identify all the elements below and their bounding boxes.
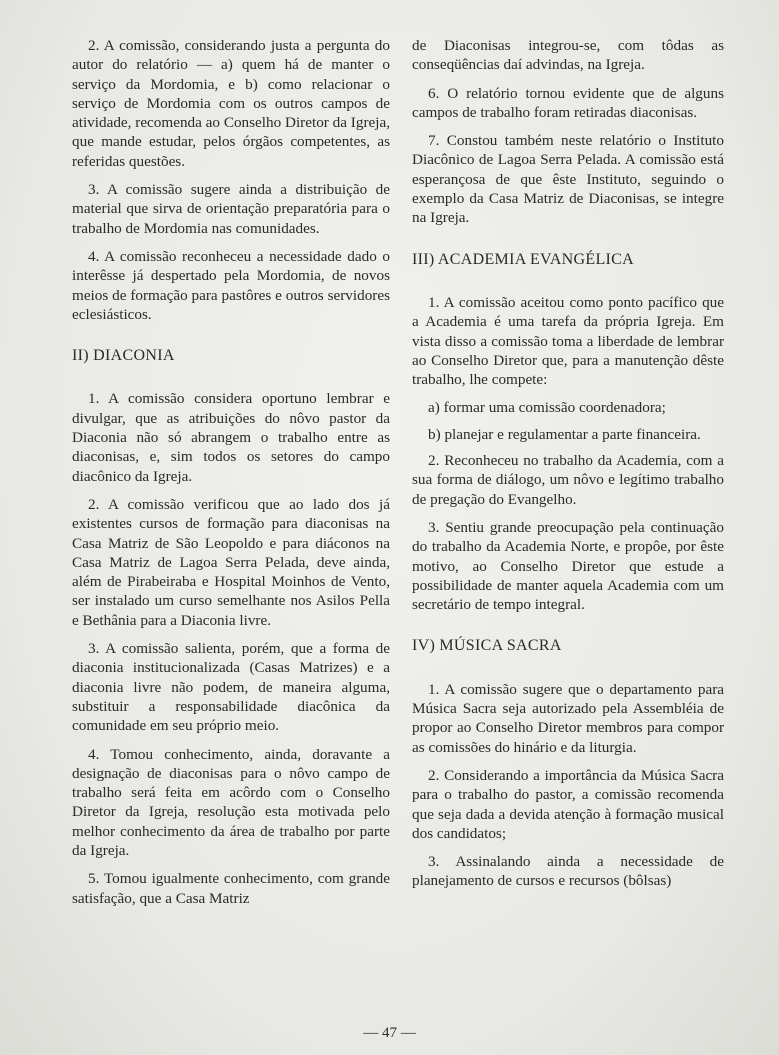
page-number: — 47 —	[363, 1025, 416, 1041]
paragraph: 1. A comissão aceitou como ponto pacífico que a Academia é uma tarefa da própria Igreja. Em vista disso a comissão toma a liberdade de lembrar ao Conselho Diretor que, para a manutenção dêste trabalho, lhe compete:	[412, 293, 724, 389]
list-item: a) formar uma comissão coordenadora;	[428, 399, 666, 417]
paragraph: 2. A comissão, considerando justa a pergunta do autor do relatório — a) quem há de manter o serviço da Mordomia, e b) como relacionar o serviço de Mordomia com os outros campos de atividade, recomenda ao Conselho Diretor da Igreja, que mande estudar, pelos órgãos competentes, as referidas questões.	[72, 37, 390, 170]
paragraph: 6. O relatório tornou evidente que de alguns campos de trabalho foram retiradas diaconisas.	[412, 84, 724, 121]
paragraph: 3. A comissão salienta, porém, que a forma de diaconia institucionalizada (Casas Matrizes) e a diaconia livre não podem, de maneira alguma, substituir a responsabilidade diacônica da comunidade em seu próprio meio.	[72, 640, 390, 735]
paragraph: 5. Tomou igualmente conhecimento, com grande satisfação, que a Casa Matriz	[72, 870, 390, 907]
paragraph: 3. Assinalando ainda a necessidade de planejamento de cursos e recursos (bôlsas)	[412, 853, 724, 890]
paragraph: 1. A comissão sugere que o departamento para Música Sacra seja autorizado pela Assembléia de propor ao Conselho Diretor membros para compor as comissões do hinário e da liturgia.	[412, 680, 724, 756]
paragraph: 2. Reconheceu no trabalho da Academia, com a sua forma de diálogo, um nôvo e legítimo trabalho de pregação do Evangelho.	[412, 452, 724, 508]
paragraph: 7. Constou também neste relatório o Instituto Diacônico de Lagoa Serra Pelada. A comissão está esperançosa de que êste Instituto, seguindo o exemplo da Casa Matriz de Diaconisas, se integre na Igreja.	[412, 132, 724, 227]
paragraph: 3. Sentiu grande preocupação pela continuação do trabalho da Academia Norte, e propôe, por êste motivo, ao Conselho Diretor que estude a possibilidade de manter aquela Academia com um secretário de tempo integral.	[412, 518, 724, 614]
paragraph: 1. A comissão considera oportuno lembrar e divulgar, que as atribuições do nôvo pastor da Diaconia não só abrangem o trabalho entre as diaconisas, e, sim todos os setores do campo diacônico da Igreja.	[72, 390, 390, 485]
right-column	[412, 36, 724, 900]
section-heading-diaconia: II) DIACONIA	[72, 347, 175, 365]
academia-list	[412, 398, 724, 444]
paragraph: 2. A comissão verificou que ao lado dos já existentes cursos de formação para diaconisas na Casa Matriz de São Leopoldo e para diáconos na Casa Matriz de Lagoa Serra Pelada, deve ainda, além de Pirabeiraba e Hospital Moinhos de Vento, ser instalado um curso semelhante nos Asilos Pella e Bethânia para a Diaconia livre.	[72, 495, 390, 629]
section-heading-musica-sacra: IV) MÚSICA SACRA	[412, 637, 562, 655]
paragraph: 4. A comissão reconheceu a necessidade dado o interêsse já despertado pela Mordomia, de novos meios de formação para pastôres e outros servidores eclesiásticos.	[72, 247, 390, 323]
paragraph: 3. A comissão sugere ainda a distribuição de material que sirva de orientação preparatória para o trabalho de Mordomia nas comunidades.	[72, 181, 390, 237]
paragraph: 2. Considerando a importância da Música Sacra para o trabalho do pastor, a comissão recomenda que seja dada a devida atenção à formação musical dos candidatos;	[412, 766, 724, 842]
left-column	[72, 36, 390, 917]
list-item: b) planejar e regulamentar a parte financeira.	[428, 425, 701, 443]
paragraph: 4. Tomou conhecimento, ainda, doravante a designação de diaconisas para o nôvo campo de trabalho será feita em acôrdo com o Conselho Diretor da Igreja, resolução esta motivada pelo melhor conhecimento da área de trabalho por parte da Igreja.	[72, 745, 390, 859]
section-heading-academia: III) ACADEMIA EVANGÉLICA	[412, 250, 634, 268]
paragraph: de Diaconisas integrou-se, com tôdas as conseqüências daí advindas, na Igreja.	[412, 37, 724, 74]
